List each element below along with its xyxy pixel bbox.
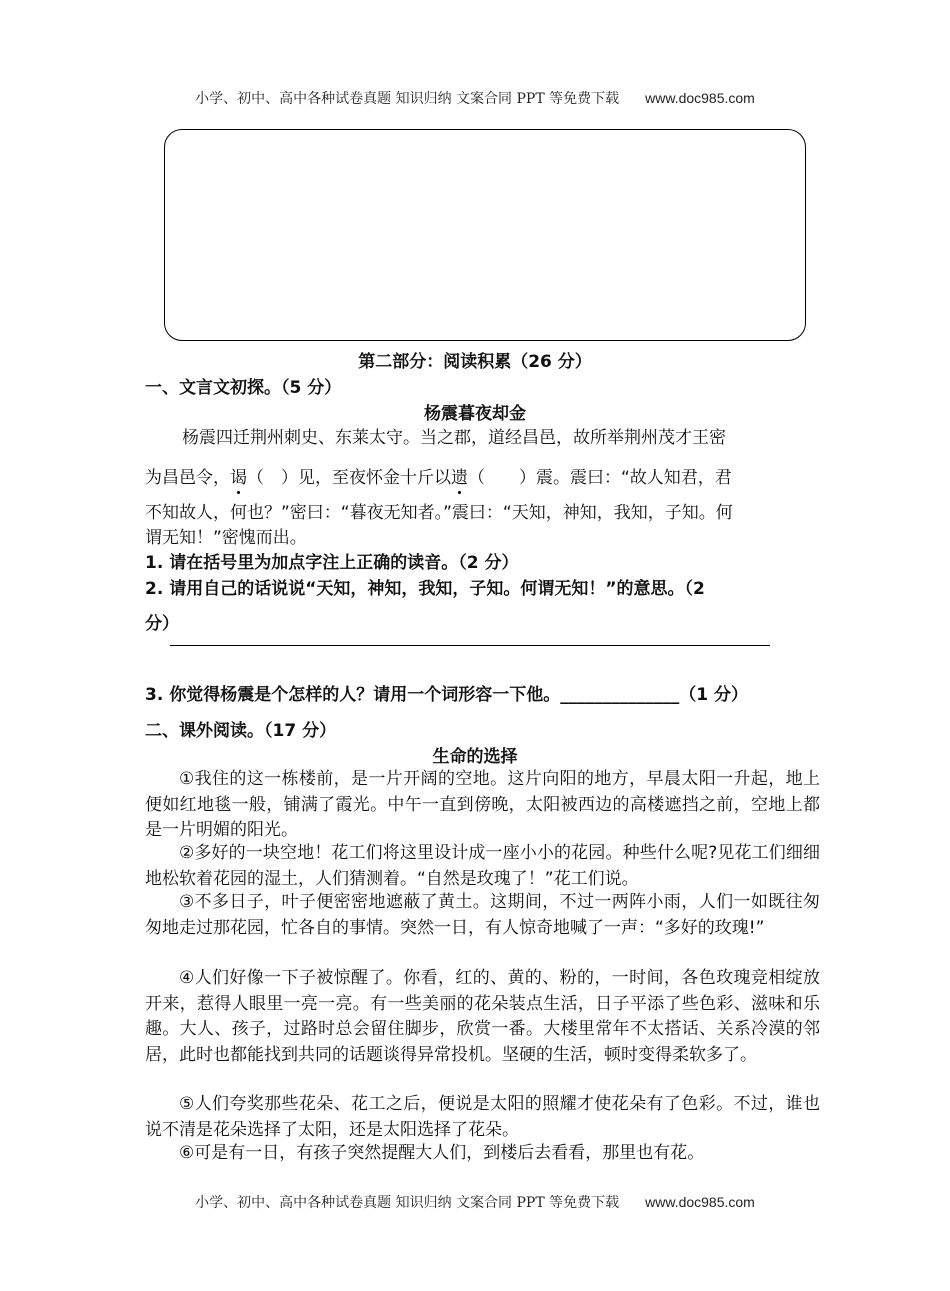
section1-title: 杨震暮夜却金	[424, 404, 526, 424]
page-footer	[0, 1192, 950, 1212]
passage-line-3: 不知故人，何也？”密曰：“暮夜无知者。”震曰：“天知，神知，我知，子知。何	[145, 503, 733, 523]
passage-line-2	[145, 463, 732, 488]
question-1: 1. 请在括号里为加点字注上正确的读音。（2 分）	[145, 553, 519, 573]
paragraph-6: ⑥可是有一日，有孩子突然提醒大人们，到楼后去看看，那里也有花。	[179, 1143, 705, 1163]
paragraph-1: ①我住的这一栋楼前，是一片开阔的空地。这片向阳的地方，早晨太阳一升起，地上便如红地毯一般，铺满了霞光。中午一直到傍晚，太阳被西边的高楼遮挡之前，空地上都是一片明媚的阳光。	[145, 769, 820, 841]
passage-line-2-a: 为昌邑令，	[145, 468, 230, 488]
answer-line[interactable]	[170, 645, 770, 646]
paragraph-4: ④人们好像一下子被惊醒了。你看，红的、黄的、粉的，一时间，各色玫瑰竞相绽放开来，惹得人眼里一亮一亮。有一些美丽的花朵装点生活，日子平添了些色彩、滋味和乐趣。大人、孩子，过路时总会留住脚步，欣赏一番。大楼里常年不太搭话、关系冷漠的邻居，此时也都能找到共同的话题谈得异常投机。坚硬的生活，顿时变得柔软多了。	[145, 968, 820, 1065]
footer-text: 小学、初中、高中各种试卷真题 知识归纳 文案合同 PPT 等免费下载	[195, 1195, 620, 1211]
header-site: www.doc985.com	[645, 90, 755, 106]
paragraph-2: ②多好的一块空地！花工们将这里设计成一座小小的花园。种些什么呢?见花工们细细地松软着花园的湿土，人们猜测着。“自然是玫瑰了！”花工们说。	[145, 843, 820, 889]
paragraph-3: ③不多日子，叶子便密密地遮蔽了黄土。这期间，不过一两阵小雨，人们一如既往匆匆地走过那花园，忙各自的事情。突然一日，有人惊奇地喊了一声：“多好的玫瑰!”	[145, 892, 820, 938]
passage-line-4: 谓无知！”密愧而出。	[145, 528, 307, 548]
part-title: 第二部分：阅读积累（26 分）	[358, 352, 592, 372]
section2-title: 生命的选择	[432, 747, 518, 767]
question-2-line-1: 2. 请用自己的话说说“天知，神知，我知，子知。何谓无知！”的意思。（2	[145, 579, 705, 599]
question-2-line-2: 分）	[145, 614, 179, 634]
footer-site: www.doc985.com	[645, 1194, 755, 1210]
dotted-char-ye: 谒	[230, 463, 247, 488]
passage-line-2-c: （ ）震。震曰：“故人知君，君	[468, 468, 732, 488]
section1-heading: 一、文言文初探。（5 分）	[145, 378, 342, 398]
page-header	[0, 88, 950, 108]
passage-line-2-b: （ ）见，至夜怀金十斤以	[247, 468, 451, 488]
paragraph-5: ⑤人们夸奖那些花朵、花工之后，便说是太阳的照耀才使花朵有了色彩。不过，谁也说不清是花朵选择了太阳，还是太阳选择了花朵。	[145, 1094, 820, 1140]
section2-heading: 二、课外阅读。（17 分）	[145, 721, 337, 741]
header-text: 小学、初中、高中各种试卷真题 知识归纳 文案合同 PPT 等免费下载	[195, 91, 620, 107]
dotted-char-wei: 遗	[451, 463, 468, 488]
passage-line-1: 杨震四迁荆州刺史、东莱太守。当之郡，道经昌邑，故所举荆州茂才王密	[182, 428, 726, 448]
question-3: 3. 你觉得杨震是个怎样的人？请用一个词形容一下他。______________（1 分）	[145, 685, 748, 705]
answer-box	[164, 129, 806, 341]
